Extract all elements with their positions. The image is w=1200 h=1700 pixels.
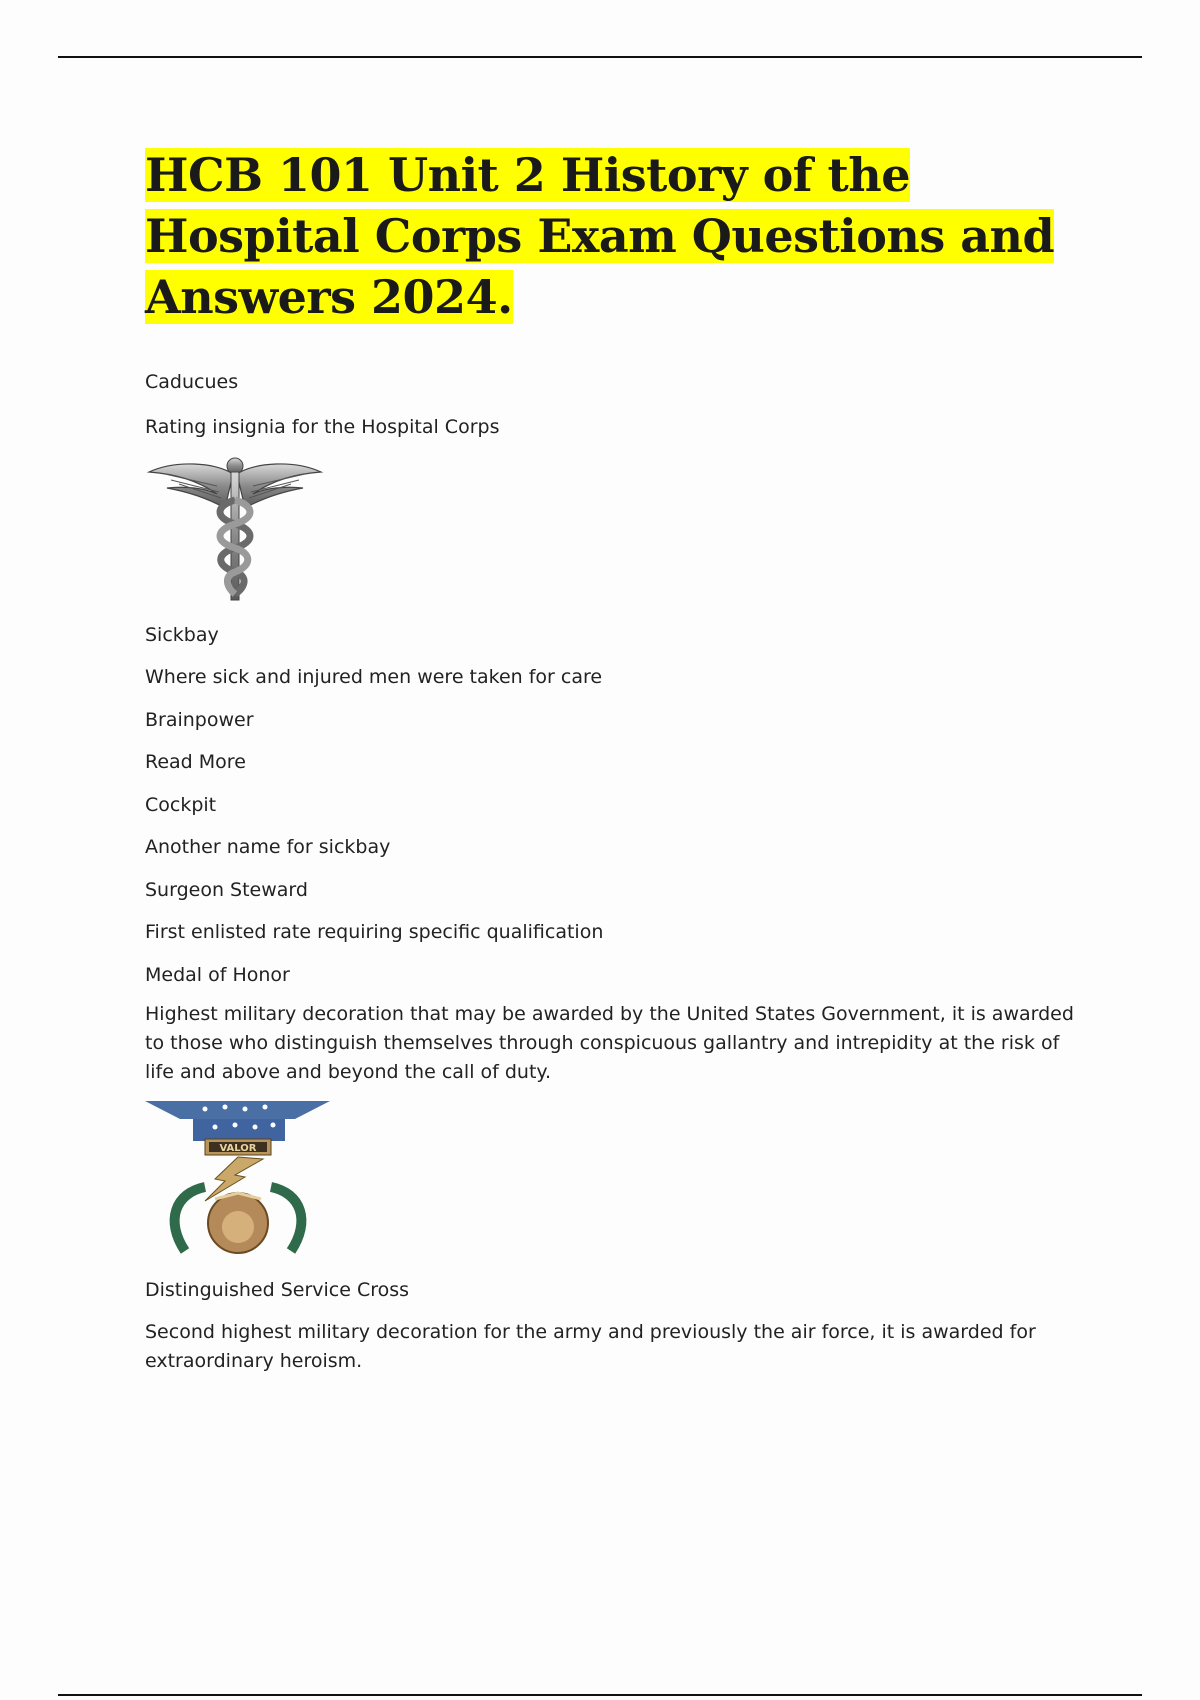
medal-of-honor-image	[145, 1101, 1075, 1260]
read-more-link[interactable]: Read More	[145, 751, 246, 773]
page-title: HCB 101 Unit 2 History of the Hospital Corps Exam Questions and Answers 2024.	[145, 148, 1055, 324]
caduceus-insignia-image	[145, 452, 1075, 611]
medal-icon	[145, 1101, 330, 1256]
header-rule	[58, 56, 1142, 58]
footer-rule	[58, 1694, 1142, 1696]
term-distinguished-service-cross: Distinguished Service Cross	[145, 1279, 410, 1301]
caduceus-icon	[145, 452, 325, 607]
valor-text: VALOR	[219, 1143, 257, 1154]
definition-caducues: Rating insignia for the Hospital Corps	[145, 416, 500, 438]
document-body	[145, 145, 1075, 1376]
definition-distinguished-service-cross: Second highest military decoration for the army and previously the air force, it is awarded for extraordinary heroism.	[145, 1321, 1036, 1372]
definition-cockpit: Another name for sickbay	[145, 836, 391, 858]
term-sickbay: Sickbay	[145, 624, 219, 646]
definition-medal-of-honor: Highest military decoration that may be awarded by the United States Government, it is awarded to those who distinguish themselves through conspicuous gallantry and intrepidity at the risk of life and above and beyond the call of duty.	[145, 1003, 1074, 1083]
definition-sickbay: Where sick and injured men were taken for care	[145, 666, 603, 688]
term-surgeon-steward: Surgeon Steward	[145, 879, 308, 901]
term-medal-of-honor: Medal of Honor	[145, 964, 290, 986]
term-caducues: Caducues	[145, 371, 239, 393]
term-brainpower: Brainpower	[145, 709, 254, 731]
term-cockpit: Cockpit	[145, 794, 217, 816]
definition-surgeon-steward: First enlisted rate requiring specific qualification	[145, 921, 604, 943]
